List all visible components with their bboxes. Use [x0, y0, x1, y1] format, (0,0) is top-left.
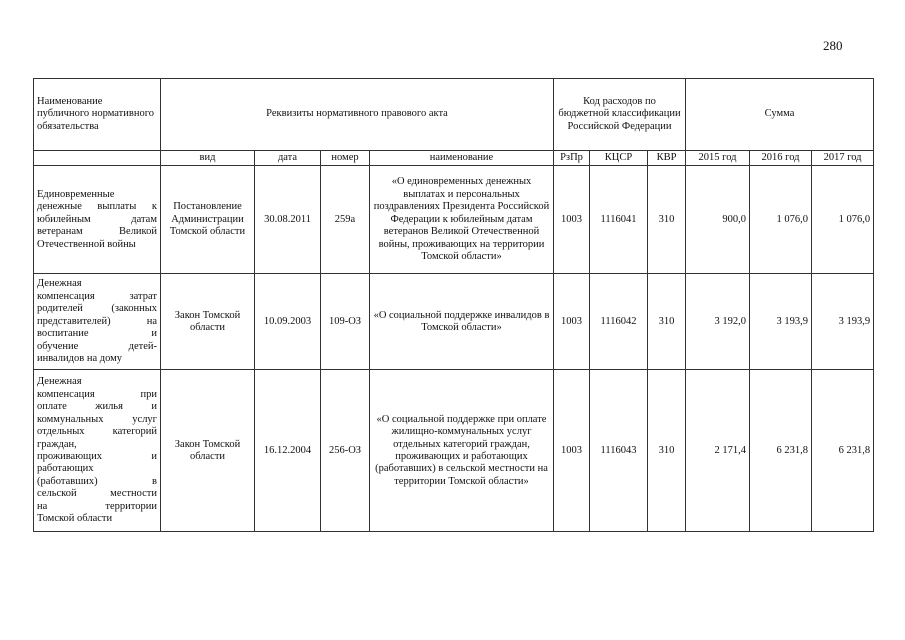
act-kind: Постановление Администрации Томской области	[161, 166, 255, 274]
act-name: «О единовременных денежных выплатах и персональных поздравлениях Президента Российской Федерации к юбилейным датам ветеранов Великой Отечественной войны, проживающих на территории Томской области»	[370, 166, 554, 274]
obligation-line: сельской местности	[37, 488, 157, 500]
sum-2017: 6 231,8	[812, 370, 874, 532]
obligation-line: воспитание и	[37, 328, 157, 340]
obligation-line: компенсация при	[37, 388, 157, 400]
act-kind: Закон Томской области	[161, 370, 255, 532]
sum-2016: 6 231,8	[750, 370, 812, 532]
rzpr-code: 1003	[554, 274, 590, 370]
sum-2015: 2 171,4	[686, 370, 750, 532]
sum-2016: 1 076,0	[750, 166, 812, 274]
obligations-table	[33, 78, 874, 532]
obligation-line: родителей (законных	[37, 303, 157, 315]
subheader-name: наименование	[370, 151, 554, 166]
page-number: 280	[823, 38, 843, 53]
act-number: 256-ОЗ	[321, 370, 370, 532]
obligation-line: юбилейным датам	[37, 213, 157, 225]
obligation-line: инвалидов на дому	[37, 352, 123, 364]
obligation-line: Единовременные	[37, 188, 115, 200]
obligation-line: отдельных категорий	[37, 426, 157, 438]
subheader-row	[34, 151, 874, 166]
subheader-2016: 2016 год	[750, 151, 812, 166]
obligation-line: денежные выплаты к	[37, 201, 157, 213]
table-row	[34, 274, 874, 370]
obligation-line: компенсация затрат	[37, 290, 157, 302]
header-row	[34, 79, 874, 151]
obligation-line: Отечественной войны	[37, 238, 136, 250]
subheader-kind: вид	[161, 151, 255, 166]
rzpr-code: 1003	[554, 370, 590, 532]
sum-2015: 3 192,0	[686, 274, 750, 370]
sum-2017: 1 076,0	[812, 166, 874, 274]
obligation-cell	[34, 274, 161, 370]
sum-2017: 3 193,9	[812, 274, 874, 370]
kvr-code: 310	[648, 274, 686, 370]
act-date: 10.09.2003	[255, 274, 321, 370]
header-sum: Сумма	[686, 79, 874, 151]
obligation-line: ветеранам Великой	[37, 226, 157, 238]
header-code: Код расходов по бюджетной классификации Российской Федерации	[554, 79, 686, 151]
act-name: «О социальной поддержке при оплате жилищно-коммунальных услуг отдельных категорий граждан, проживающих и работающих (работавших) в сельской местности на территории Томской области»	[370, 370, 554, 532]
subheader-2015: 2015 год	[686, 151, 750, 166]
kcsr-code: 1116041	[590, 166, 648, 274]
subheader-rzpr: РзПр	[554, 151, 590, 166]
obligation-cell	[34, 370, 161, 532]
subheader-empty	[34, 151, 161, 166]
kvr-code: 310	[648, 166, 686, 274]
obligation-line: проживающих и	[37, 450, 157, 462]
obligation-line: на территории	[37, 500, 157, 512]
sum-2016: 3 193,9	[750, 274, 812, 370]
obligation-line: коммунальных услуг	[37, 413, 157, 425]
rzpr-code: 1003	[554, 166, 590, 274]
sum-2015: 900,0	[686, 166, 750, 274]
header-requisites: Реквизиты нормативного правового акта	[161, 79, 554, 151]
obligation-line: обучение детей-	[37, 340, 157, 352]
act-number: 259а	[321, 166, 370, 274]
subheader-kvr: КВР	[648, 151, 686, 166]
obligation-line: (работавших) в	[37, 475, 157, 487]
table-row	[34, 370, 874, 532]
kvr-code: 310	[648, 370, 686, 532]
subheader-kcsr: КЦСР	[590, 151, 648, 166]
act-date: 16.12.2004	[255, 370, 321, 532]
obligation-line: Денежная	[37, 278, 82, 290]
obligation-line: Томской области	[37, 512, 113, 524]
subheader-date: дата	[255, 151, 321, 166]
act-kind: Закон Томской области	[161, 274, 255, 370]
header-obligation: Наименование публичного нормативного обязательства	[34, 79, 161, 151]
obligation-cell	[34, 166, 161, 274]
kcsr-code: 1116042	[590, 274, 648, 370]
act-number: 109-ОЗ	[321, 274, 370, 370]
table-row	[34, 166, 874, 274]
subheader-2017: 2017 год	[812, 151, 874, 166]
obligation-line: Денежная	[37, 376, 82, 388]
obligation-line: оплате жилья и	[37, 401, 157, 413]
kcsr-code: 1116043	[590, 370, 648, 532]
obligation-line: граждан,	[37, 438, 77, 450]
obligation-line: представителей) на	[37, 315, 157, 327]
obligation-line: работающих	[37, 463, 94, 475]
subheader-number: номер	[321, 151, 370, 166]
act-date: 30.08.2011	[255, 166, 321, 274]
act-name: «О социальной поддержке инвалидов в Томской области»	[370, 274, 554, 370]
